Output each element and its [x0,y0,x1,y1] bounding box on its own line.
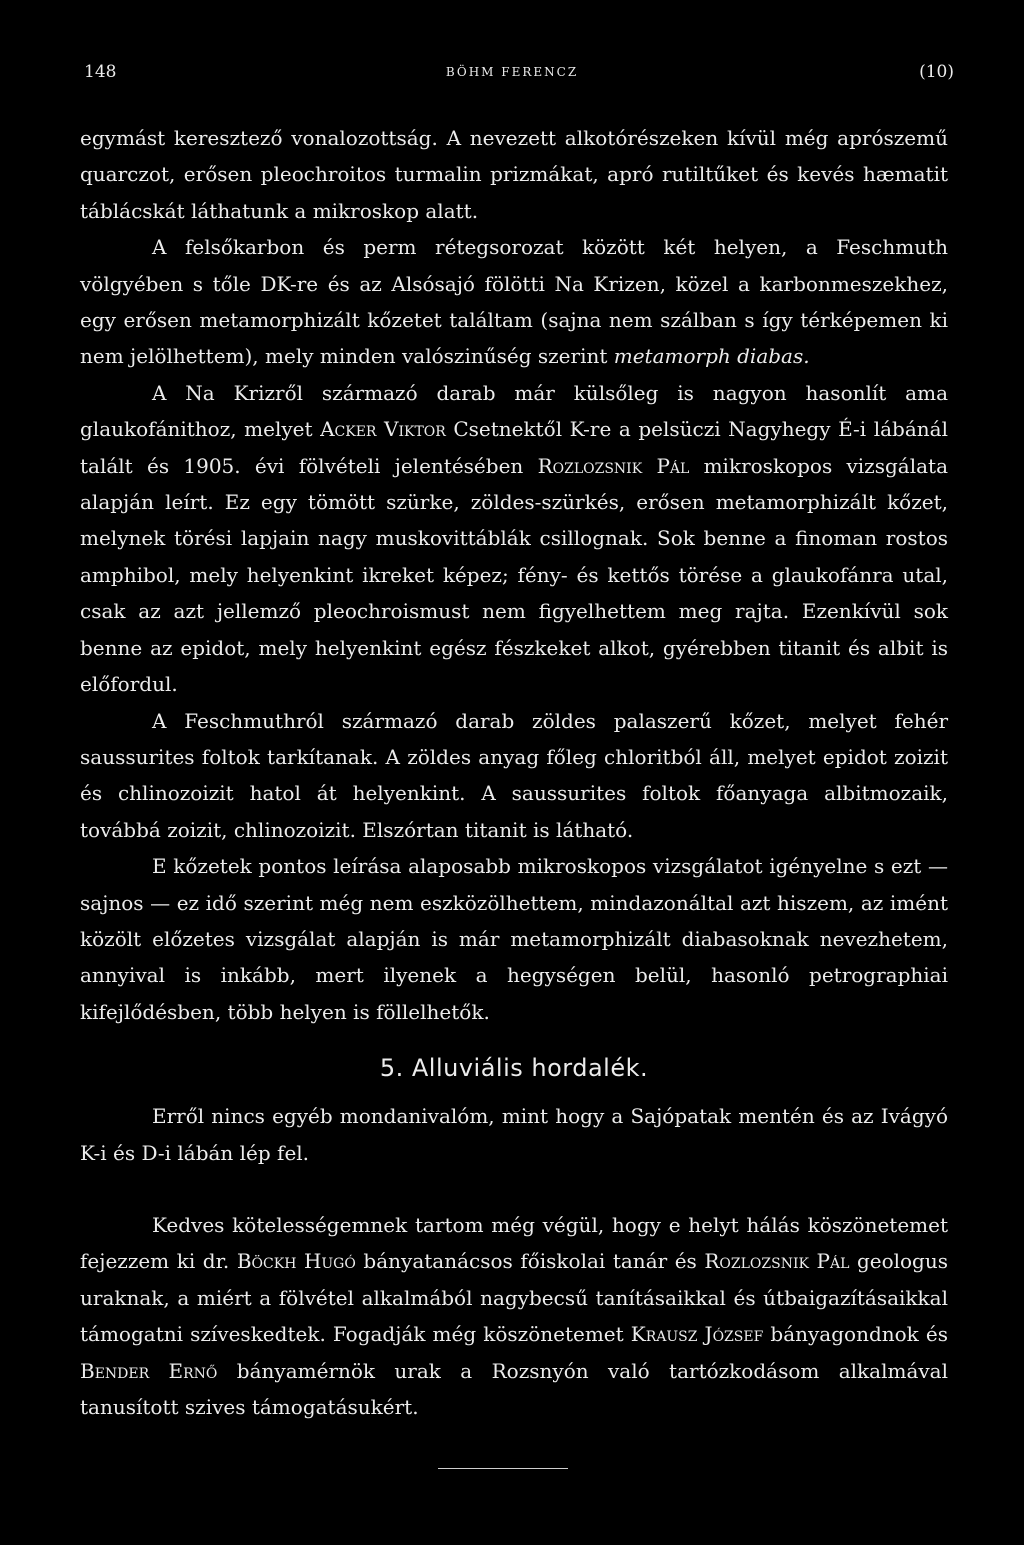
paragraph-1: egymást keresztező vonalozottság. A nevezett alkotórészeken kívül még aprószemű quarczot, erősen pleochroitos turmalin prizmákat, apró rutiltűket és kevés hæmatit táblácskát láthatunk a mikroskop alatt. [80,126,948,223]
person-name: Böckh Hugó [236,1249,356,1274]
person-name: Krausz József [630,1322,764,1347]
paragraph-3: A Na Krizről származó darab már külsőleg is nagyon hasonlít ama glaukofánithoz, melyet Acker Viktor Csetnektől K-re a pelsüczi Nagyhegy É-i lábánál talált és 1905. évi fölvételi jelentésében Rozlozsnik Pál mikroskopos vizsgálata alapján leírt. Ez egy tömött szürke, zöldes-szürkés, erősen metamorphizált kőzet, melynek törési lapjain nagy muskovittáblák csillognak. Sok benne a finoman rostos amphibol, mely helyenkint ikreket képez; fény- és kettős törése a glaukofánra utal, csak az azt jellemző pleochroismust nem figyelhettem meg rajta. Ezenkívül sok benne az epidot, mely helyenkint egész fészkeket alkot, gyérebben titanit és albit is előfordul. [80,380,948,697]
running-title: BÖHM FERENCZ [445,65,579,79]
end-rule [438,1468,568,1469]
person-name: Acker Viktor [320,417,446,442]
paragraph-5: E kőzetek pontos leírása alaposabb mikroskopos vizsgálatot igényelne s ezt — sajnos — ez idő szerint még nem eszközölhettem, mindazonáltal azt hiszem, az imént közölt előzetes vizsgálat alapján is már metamorphizált diabasoknak nevezhetem, annyival is inkább, mert ilyenek a hegységen belül, hasonló petrographiai kifejlődésben, több helyen is föllelhetők. [80,854,948,1024]
page-number: 148 [84,62,117,82]
paragraph-7: Kedves kötelességemnek tartom még végül, hogy e helyt hálás köszönetemet fejezzem ki dr. Böckh Hugó bányatanácsos főiskolai tanár és Rozlozsnik Pál geologus uraknak, a miért a fölvétel alkalmából nagybecsű tanításaikkal és útbaigazításaikkal támogatni szíveskedtek. Fogadják még köszönetemet Krausz József bányagondnok és Bender Ernő bányamérnök urak a Rozsnyón való tartózkodásom alkalmával tanusított szives támogatásukért. [80,1212,949,1419]
page-header [70,62,954,92]
paragraph-2: A felsőkarbon és perm rétegsorozat között két helyen, a Feschmuth völgyében s tőle DK-re és az Alsósajó fölötti Na Krizen, közel a karbonmeszekhez, egy erősen metamorphizált kőzetet találtam (sajna nem szálban s így térképemen ki nem jelölhettem), mely minden valószinűség szerint metamorph diabas. [80,235,948,369]
person-name: Rozlozsnik Pál [537,453,690,478]
italic-term: metamorph diabas. [613,344,810,369]
person-name: Rozlozsnik Pál [704,1249,850,1274]
person-name: Bender Ernő [80,1358,218,1383]
paragraph-6: Erről nincs egyéb mondanivalóm, mint hogy a Sajópatak mentén és az Ivágyó K-i és D-i lábán lép fel. [80,1104,948,1165]
paragraph-4: A Feschmuthról származó darab zöldes palaszerű kőzet, melyet fehér saussurites foltok tarkítanak. A zöldes anyag főleg chloritból áll, melyet epidot zoizit és chlinozoizit hatol át helyenkint. A saussurites foltok főanyaga albitmozaik, továbbá zoizit, chlinozoizit. Elszórtan titanit is látható. [80,708,948,842]
section-heading: 5. Alluviális hordalék. [379,1054,649,1083]
section-number: (10) [919,62,954,82]
body-text [80,120,948,1425]
